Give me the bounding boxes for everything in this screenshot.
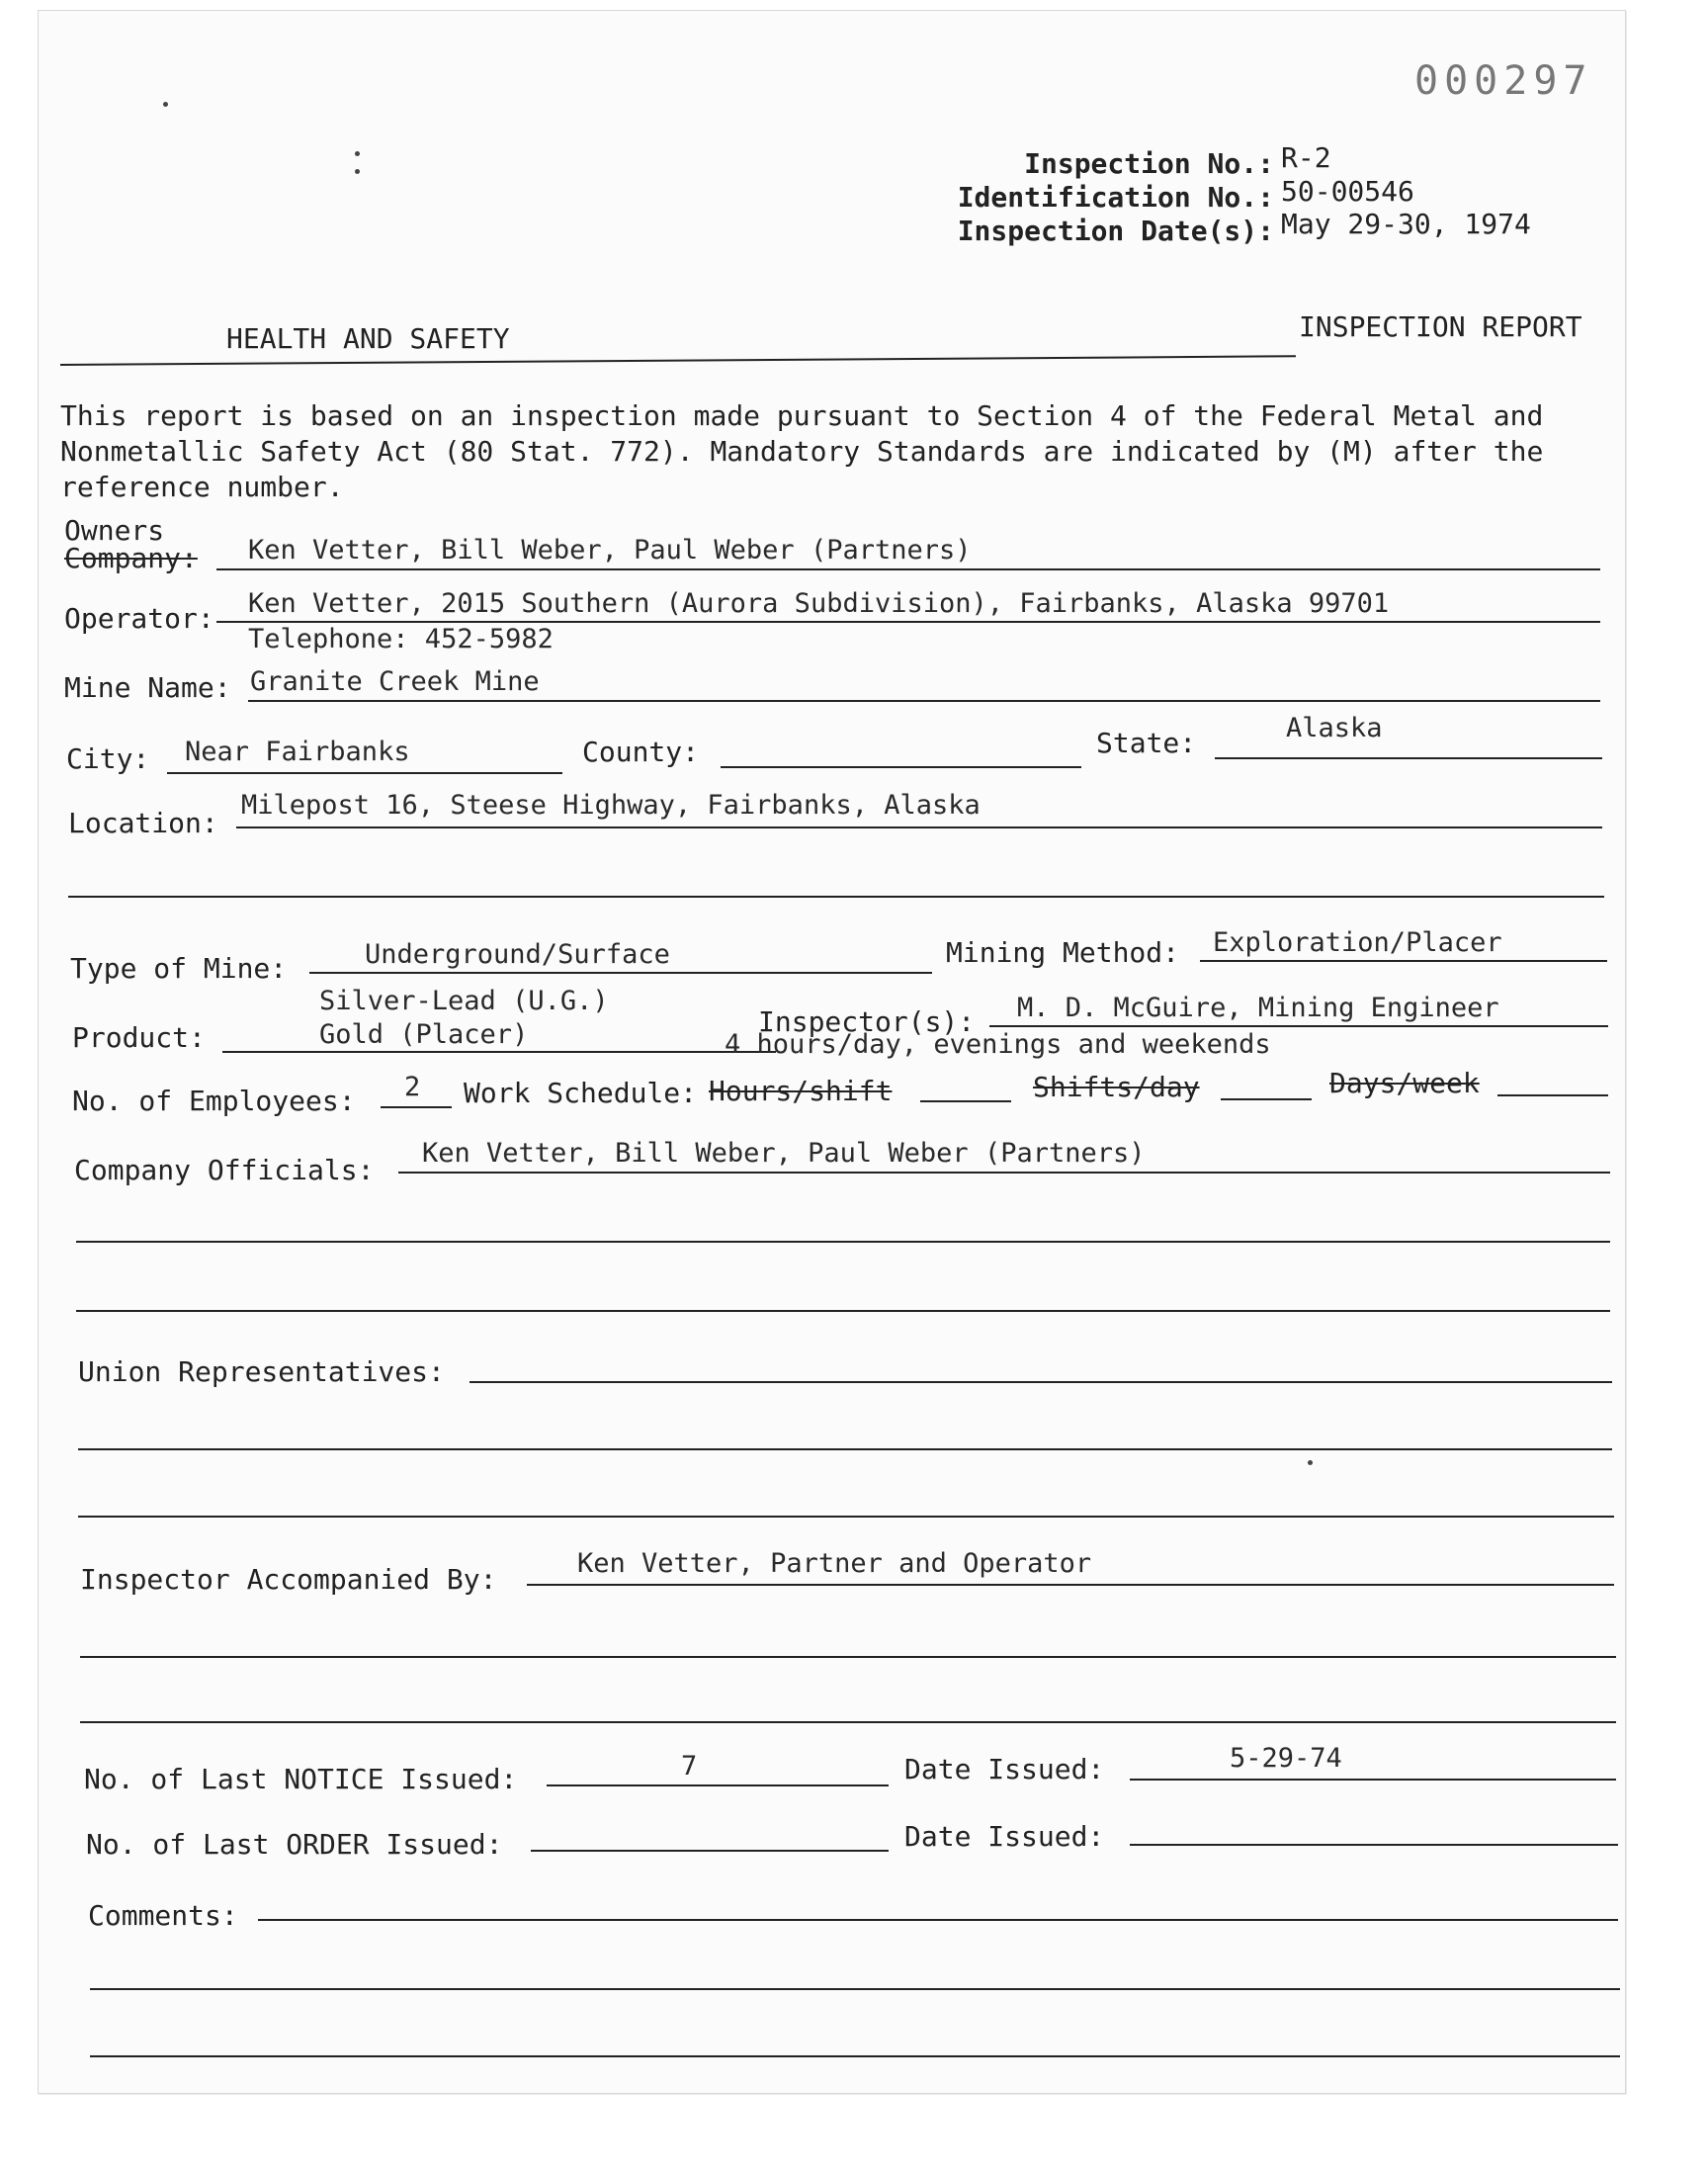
- accompanied-label: Inspector Accompanied By:: [80, 1563, 497, 1596]
- last-order-rule: [531, 1850, 889, 1852]
- city-rule: [167, 772, 562, 774]
- inspection-dates-value: May 29-30, 1974: [1281, 208, 1531, 240]
- inspectors-value: M. D. McGuire, Mining Engineer: [1017, 993, 1499, 1023]
- officials-rule: [398, 1172, 1610, 1174]
- type-of-mine-label: Type of Mine:: [70, 952, 288, 985]
- title-rule: [60, 355, 1296, 366]
- intro-paragraph: [60, 398, 1622, 505]
- operator-value: Ken Vetter, 2015 Southern (Aurora Subdivision), Fairbanks, Alaska 99701: [248, 588, 1390, 619]
- intro-line-3: reference number.: [60, 471, 344, 503]
- intro-line-1: This report is based on an inspection made pursuant to Section 4 of the Federal Metal and: [60, 399, 1544, 432]
- inspection-no-label: Inspection No.:: [1024, 147, 1274, 180]
- last-notice-label: No. of Last NOTICE Issued:: [84, 1763, 518, 1795]
- city-value: Near Fairbanks: [185, 737, 410, 767]
- comments-label: Comments:: [88, 1899, 238, 1932]
- accompanied-rule-2: [80, 1656, 1616, 1658]
- notice-date-rule: [1130, 1779, 1616, 1781]
- county-rule: [721, 766, 1081, 768]
- scan-speck: [355, 169, 360, 174]
- officials-value: Ken Vetter, Bill Weber, Paul Weber (Partners): [422, 1138, 1146, 1169]
- identification-no-value: 50-00546: [1281, 175, 1414, 208]
- order-date-rule: [1130, 1844, 1618, 1846]
- employees-rule: [381, 1106, 452, 1108]
- days-week-rule: [1497, 1094, 1608, 1096]
- scan-speck: [1308, 1460, 1313, 1465]
- owners-rule: [216, 568, 1600, 570]
- mining-method-rule: [1200, 960, 1607, 962]
- mine-name-label: Mine Name:: [64, 671, 231, 704]
- location-value: Milepost 16, Steese Highway, Fairbanks, Alaska: [241, 790, 981, 821]
- shifts-day-rule: [1221, 1098, 1312, 1100]
- location-rule-2: [68, 896, 1604, 898]
- product-line-2: Gold (Placer): [319, 1019, 529, 1050]
- employees-value: 2: [404, 1072, 421, 1102]
- product-label: Product:: [72, 1021, 206, 1054]
- identification-no-label: Identification No.:: [957, 181, 1274, 214]
- union-rule-2: [78, 1448, 1612, 1450]
- inspectors-rule: [989, 1025, 1608, 1027]
- operator-label: Operator:: [64, 602, 214, 635]
- notice-date-label: Date Issued:: [904, 1753, 1105, 1785]
- order-date-label: Date Issued:: [904, 1820, 1105, 1853]
- accompanied-value: Ken Vetter, Partner and Operator: [577, 1548, 1092, 1579]
- document-stamp-number: 000297: [1414, 58, 1593, 104]
- product-line-1: Silver-Lead (U.G.): [319, 986, 609, 1016]
- union-rule-3: [78, 1516, 1614, 1518]
- state-value: Alaska: [1286, 713, 1383, 743]
- union-rule: [470, 1381, 1612, 1383]
- inspection-no-value: R-2: [1281, 141, 1331, 174]
- scan-speck: [163, 102, 168, 107]
- schedule-note: 4 hours/day, evenings and weekends: [725, 1029, 1271, 1060]
- location-rule: [236, 826, 1602, 828]
- type-of-mine-rule: [309, 972, 932, 974]
- mining-method-value: Exploration/Placer: [1213, 927, 1502, 958]
- owners-label: Owners Company:: [64, 514, 198, 574]
- state-label: State:: [1096, 727, 1197, 759]
- comments-rule-3: [90, 2055, 1620, 2057]
- mine-name-rule: [248, 700, 1600, 702]
- owners-value: Ken Vetter, Bill Weber, Paul Weber (Partners): [248, 535, 972, 566]
- intro-line-2: Nonmetallic Safety Act (80 Stat. 772). Mandatory Standards are indicated by (M) after the: [60, 435, 1544, 468]
- officials-rule-3: [76, 1310, 1610, 1312]
- title-left: HEALTH AND SAFETY: [226, 322, 510, 355]
- comments-rule: [258, 1919, 1618, 1921]
- operator-rule: [216, 621, 1600, 623]
- document-page: [38, 10, 1626, 2094]
- county-label: County:: [582, 736, 700, 768]
- accompanied-rule: [527, 1584, 1614, 1586]
- officials-rule-2: [76, 1241, 1610, 1243]
- type-of-mine-value: Underground/Surface: [365, 939, 670, 970]
- location-label: Location:: [68, 807, 218, 839]
- days-week-label: Days/week: [1329, 1067, 1480, 1099]
- notice-date-value: 5-29-74: [1230, 1743, 1342, 1774]
- hours-shift-rule: [920, 1100, 1011, 1102]
- telephone-value: Telephone: 452-5982: [248, 624, 554, 654]
- last-order-label: No. of Last ORDER Issued:: [86, 1828, 503, 1861]
- comments-rule-2: [90, 1988, 1620, 1990]
- inspectors-label: Inspector(s):: [758, 1005, 976, 1038]
- officials-label: Company Officials:: [74, 1154, 375, 1186]
- employees-label: No. of Employees:: [72, 1085, 356, 1117]
- work-schedule-label: Work Schedule:: [464, 1077, 698, 1109]
- last-notice-rule: [547, 1784, 889, 1786]
- inspection-dates-label: Inspection Date(s):: [957, 215, 1274, 247]
- state-rule: [1215, 757, 1602, 759]
- accompanied-rule-3: [80, 1721, 1616, 1723]
- hours-shift-label: Hours/shift: [709, 1075, 893, 1107]
- scan-speck: [355, 151, 360, 156]
- mining-method-label: Mining Method:: [946, 936, 1180, 969]
- shifts-day-label: Shifts/day: [1033, 1071, 1200, 1103]
- city-label: City:: [66, 742, 150, 775]
- mine-name-value: Granite Creek Mine: [250, 666, 540, 697]
- title-right: INSPECTION REPORT: [1299, 310, 1582, 343]
- union-label: Union Representatives:: [78, 1355, 445, 1388]
- product-rule: [222, 1051, 776, 1053]
- last-notice-value: 7: [681, 1751, 698, 1782]
